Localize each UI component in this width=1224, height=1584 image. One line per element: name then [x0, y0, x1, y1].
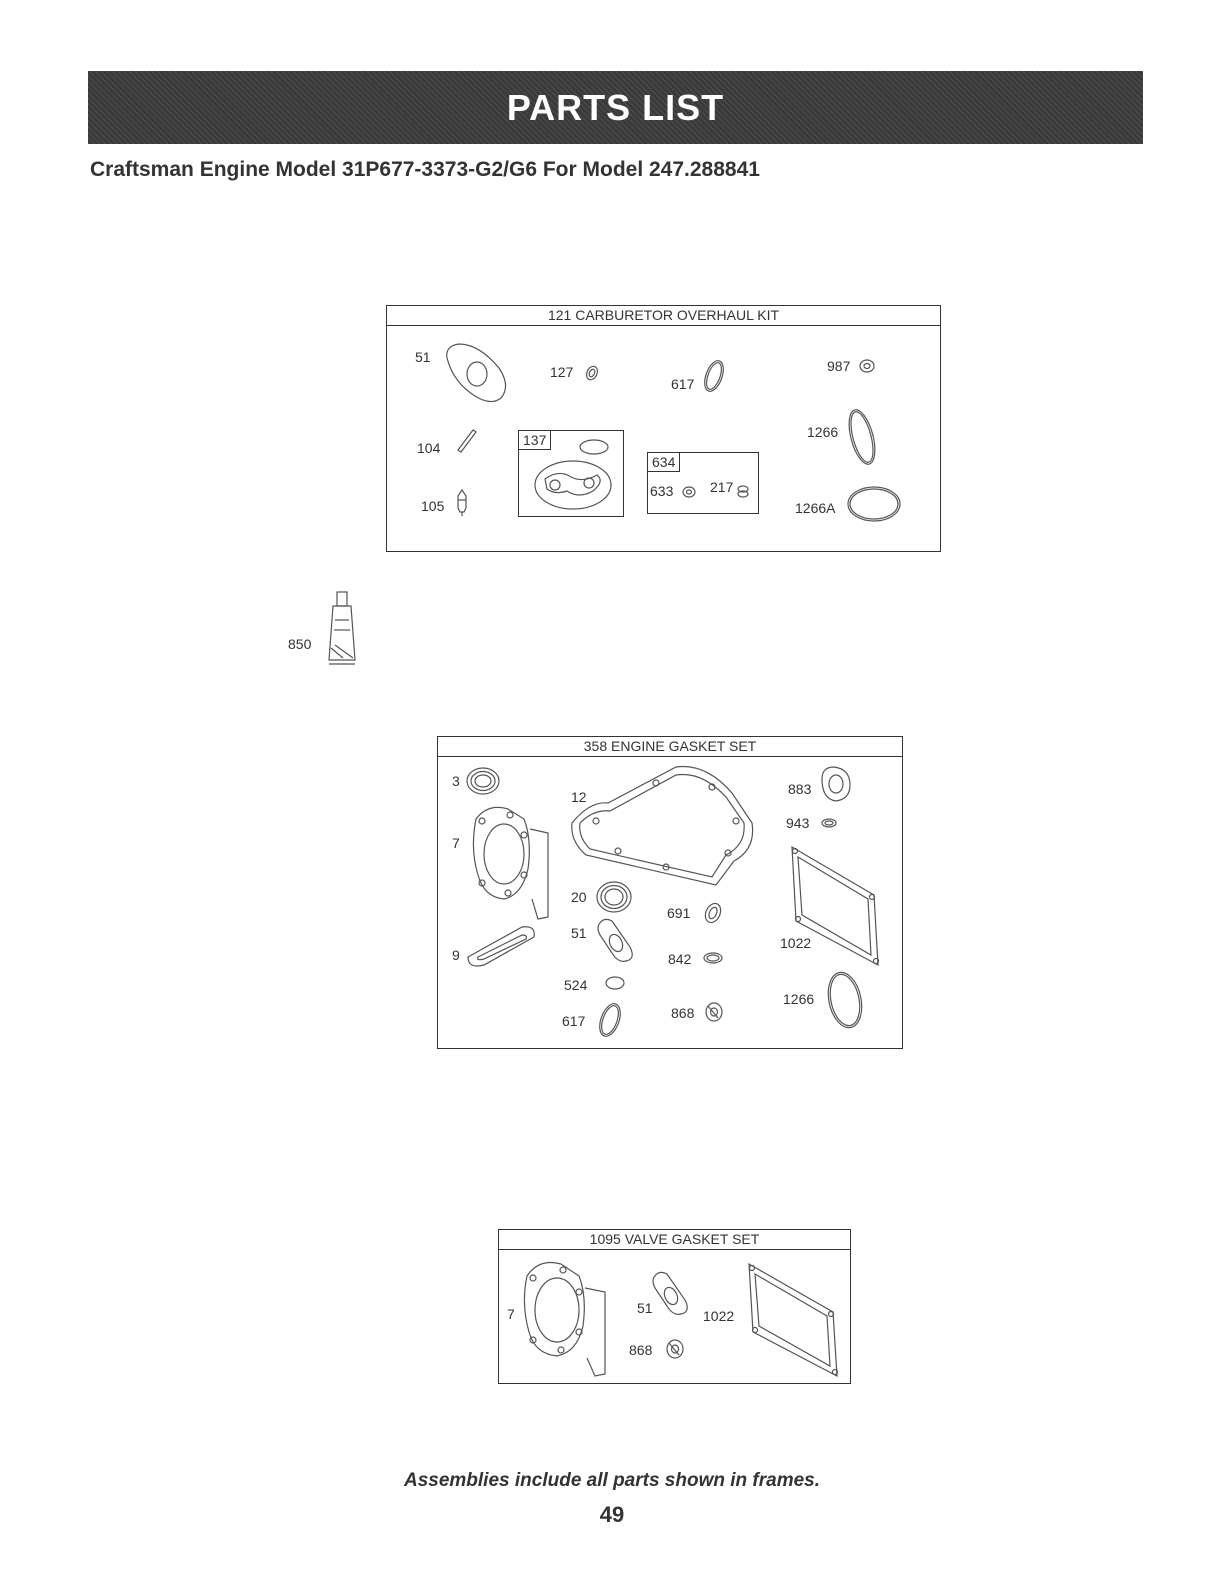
part-label-1022: 1022	[703, 1308, 735, 1324]
part-label-850: 850	[288, 636, 312, 652]
part-label-524: 524	[564, 977, 588, 993]
engine-gasket-frame	[437, 736, 903, 1049]
ring-icon	[584, 364, 600, 382]
o-ring-icon	[594, 999, 626, 1041]
flange-gasket-icon	[649, 1268, 693, 1318]
seal-icon	[680, 485, 698, 499]
part-label-51: 51	[637, 1300, 653, 1316]
part-label-104: 104	[417, 440, 441, 456]
part-label-20: 20	[571, 889, 587, 905]
page-number: 49	[599, 1502, 625, 1527]
sealant-tube-icon	[325, 590, 359, 668]
part-label-1266: 1266	[783, 991, 815, 1007]
banner-title: PARTS LIST	[506, 86, 725, 128]
part-label-943: 943	[786, 815, 810, 831]
part-label-217: 217	[710, 479, 734, 495]
oil-seal-icon	[594, 879, 634, 915]
part-label-9: 9	[452, 947, 460, 963]
subkit-634-tag: 634	[648, 453, 680, 472]
carburetor-kit-title: 121 CARBURETOR OVERHAUL KIT	[387, 306, 940, 326]
o-ring-icon	[845, 484, 903, 524]
carburetor-kit-frame	[386, 305, 941, 552]
subkit-634-frame	[647, 452, 759, 514]
part-label-1266: 1266	[807, 424, 839, 440]
flange-gasket-icon	[439, 338, 514, 408]
parts-list-banner	[88, 71, 1143, 144]
o-ring-icon	[604, 975, 626, 991]
intake-gasket-icon	[464, 923, 540, 967]
gasket-ring-icon	[577, 437, 611, 457]
flange-gasket-icon	[816, 763, 854, 805]
part-label-12: 12	[571, 789, 587, 805]
part-label-883: 883	[788, 781, 812, 797]
part-label-868: 868	[629, 1342, 653, 1358]
part-label-633: 633	[650, 483, 674, 499]
part-label-987: 987	[827, 358, 851, 374]
oil-seal-icon	[464, 765, 502, 797]
ring-icon	[702, 901, 724, 925]
cylinder-head-gasket-icon	[468, 799, 553, 921]
part-label-1022: 1022	[780, 935, 812, 951]
page-subtitle: Craftsman Engine Model 31P677-3373-G2/G6 For Model 247.288841	[90, 158, 760, 181]
valve-gasket-title: 1095 VALVE GASKET SET	[499, 1230, 850, 1250]
part-label-105: 105	[421, 498, 445, 514]
o-ring-icon	[699, 356, 729, 396]
valve-cover-gasket-icon	[786, 841, 882, 969]
part-label-868: 868	[671, 1005, 695, 1021]
part-label-127: 127	[550, 364, 574, 380]
part-label-617: 617	[562, 1013, 586, 1029]
carb-gasket-icon	[531, 457, 616, 512]
assemblies-note: Assemblies include all parts shown in frames.	[403, 1470, 821, 1491]
part-label-1266A: 1266A	[795, 500, 836, 516]
part-label-51: 51	[415, 349, 431, 365]
part-label-691: 691	[667, 905, 691, 921]
subkit-137-tag: 137	[519, 431, 551, 450]
flange-gasket-icon	[594, 915, 638, 965]
part-label-51: 51	[571, 925, 587, 941]
o-ring-icon	[842, 406, 882, 468]
engine-gasket-title: 358 ENGINE GASKET SET	[438, 737, 902, 757]
o-ring-icon	[820, 817, 838, 829]
part-label-3: 3	[452, 773, 460, 789]
subkit-137-frame	[518, 430, 624, 517]
o-ring-icon	[822, 969, 868, 1031]
valve-seal-icon	[665, 1338, 685, 1360]
crankcase-gasket-icon	[566, 761, 762, 889]
cylinder-head-gasket-icon	[519, 1254, 611, 1378]
pin-icon	[455, 426, 479, 454]
valve-gasket-frame	[498, 1229, 851, 1384]
seal-icon	[857, 358, 877, 374]
part-label-7: 7	[507, 1306, 515, 1322]
needle-valve-icon	[455, 488, 469, 518]
valve-cover-gasket-icon	[743, 1258, 841, 1380]
spring-icon	[736, 483, 750, 501]
part-label-7: 7	[452, 835, 460, 851]
valve-seal-icon	[704, 1001, 724, 1023]
o-ring-icon	[702, 951, 724, 965]
part-label-617: 617	[671, 376, 695, 392]
part-label-842: 842	[668, 951, 692, 967]
